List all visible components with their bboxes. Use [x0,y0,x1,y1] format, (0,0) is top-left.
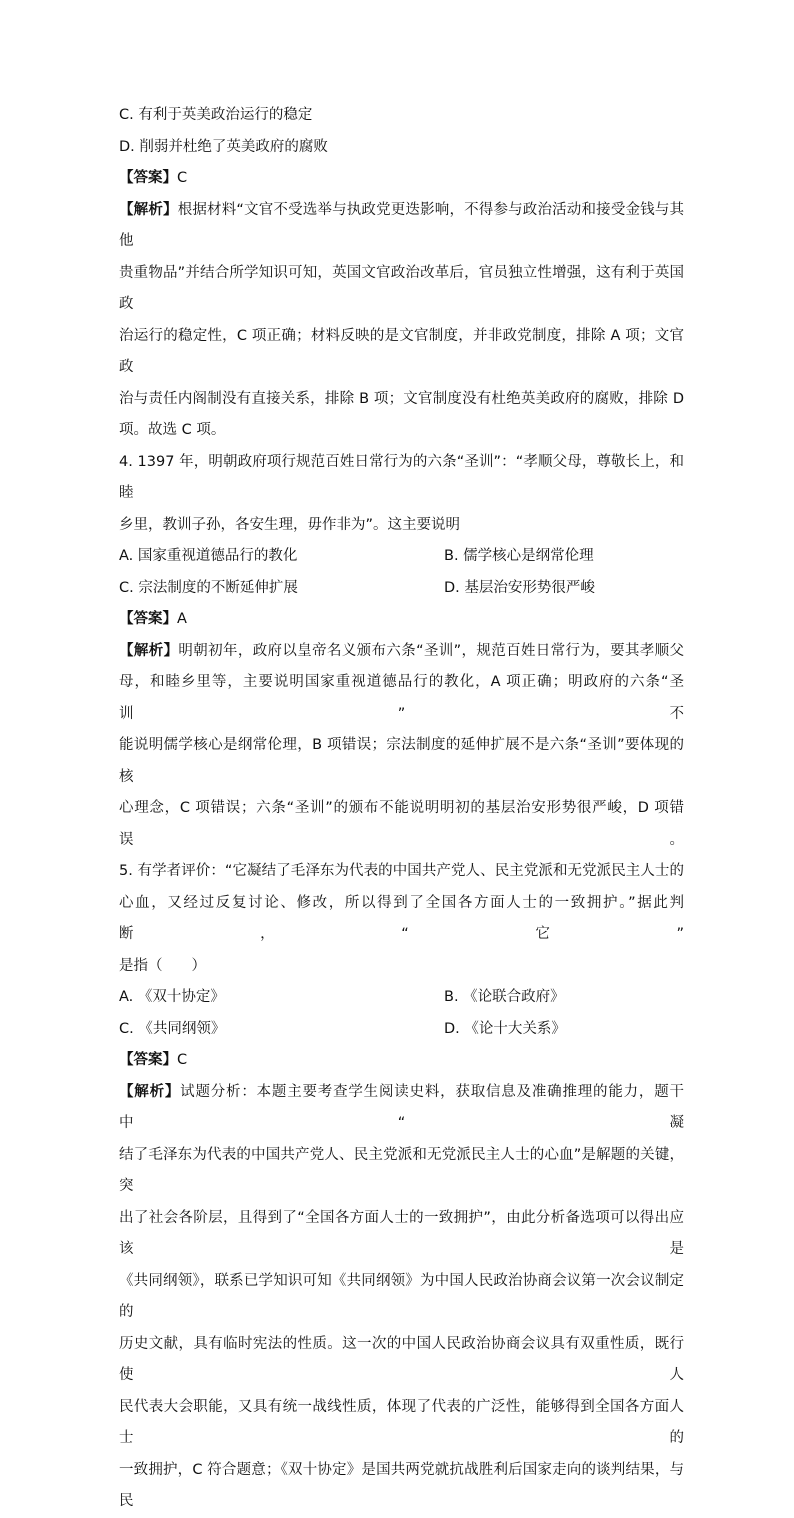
q4-stem-line-1: 4. 1397 年，明朝政府项行规范百姓日常行为的六条“圣训”：“孝顺父母，尊敬长上，和睦 [119,453,684,501]
q5-analysis-line-6: 民代表大会职能，又具有统一战线性质，体现了代表的广泛性，能够得到全国各方面人士的 [119,1398,684,1446]
q4-option-b: B. 儒学核心是纲常伦理 [444,548,594,564]
analysis-label: 【解析】 [119,642,179,659]
answer-label: 【答案】 [119,1052,177,1068]
q4-analysis-line-2: 母，和睦乡里等，主要说明国家重视道德品行的教化，A 项正确；明政府的六条“圣训”不 [119,674,684,722]
q4-answer [119,604,684,636]
q5-analysis-line-3: 出了社会各阶层，且得到了“全国各方面人士的一致拥护”，由此分析备选项可以得出应该是 [119,1209,684,1257]
q3-answer [119,163,684,195]
q4-option-a: A. 国家重视道德品行的教化 [119,548,298,564]
q5-analysis-line-2: 结了毛泽东为代表的中国共产党人、民主党派和无党派民主人士的心血”是解题的关键，突 [119,1146,684,1194]
q5-analysis-line-5: 历史文献，具有临时宪法的性质。这一次的中国人民政治协商会议具有双重性质，既行使人 [119,1335,684,1383]
q3-option-c: C. 有利于英美政治运行的稳定 [119,107,313,123]
q5-options-row-1 [119,982,684,1014]
q3-analysis-line-1: 【解析】根据材料“文官不受选举与执政党更迭影响，不得参与政治活动和接受金钱与其他 [119,201,684,249]
q4-analysis-line-1: 【解析】明朝初年，政府以皇帝名义颁布六条“圣训”，规范百姓日常行为，要其孝顺父 [119,642,684,659]
analysis-label: 【解析】 [119,1083,181,1100]
q5-option-c: C. 《共同纲领》 [119,1020,226,1037]
q4-options-row-2 [119,573,684,605]
q3-analysis-line-2: 贵重物品”并结合所学知识可知，英国文官政治改革后，官员独立性增强，这有利于英国政 [119,264,684,312]
q4-option-c: C. 宗法制度的不断延伸扩展 [119,579,298,596]
q4-stem-line-2: 乡里，教训子孙，各安生理，毋作非为”。这主要说明 [119,516,461,533]
answer-value: C [177,1052,188,1068]
q4-analysis-line-4: 心理念，C 项错误；六条“圣训”的颁布不能说明明初的基层治安形势很严峻，D 项错误。 [119,800,684,848]
q5-stem-line-1: 5. 有学者评价：“它凝结了毛泽东为代表的中国共产党人、民主党派和无党派民主人士的 [119,863,684,879]
q3-analysis-line-5: 项。故选 C 项。 [119,422,226,438]
q4-analysis-line-3: 能说明儒学核心是纲常伦理，B 项错误；宗法制度的延伸扩展不是六条“圣训”要体现的核 [119,737,684,785]
answer-value: A [177,611,187,627]
answer-label: 【答案】 [119,611,177,627]
q5-analysis-line-1: 【解析】试题分析：本题主要考查学生阅读史料，获取信息及准确推理的能力，题干中“凝 [119,1083,685,1131]
q5-options-row-2 [119,1014,684,1046]
q5-answer [119,1045,684,1077]
q3-analysis-line-3: 治运行的稳定性，C 项正确；材料反映的是文官制度，并非政党制度，排除 A 项；文官政 [119,327,684,375]
analysis-label: 【解析】 [119,201,178,218]
q5-option-b: B. 《论联合政府》 [444,989,565,1005]
q4-options-row-1 [119,541,684,573]
q3-analysis-line-4: 治与责任内阁制没有直接关系，排除 B 项；文官制度没有杜绝英美政府的腐败，排除 D [119,390,684,407]
answer-value: C [177,170,188,186]
q5-stem-line-2: 心血，又经过反复讨论、修改，所以得到了全国各方面人士的一致拥护。”据此判断，“它” [119,894,684,942]
question-content [119,100,684,1518]
answer-label: 【答案】 [119,170,177,186]
q5-option-a: A. 《双十协定》 [119,989,225,1005]
q4-option-d: D. 基层治安形势很严峻 [444,579,595,596]
q5-analysis-line-7: 一致拥护，C 符合题意；《双十协定》是国共两党就抗战胜利后国家走向的谈判结果，与民 [119,1461,684,1509]
q3-option-d: D. 削弱并杜绝了英美政府的腐败 [119,138,328,155]
q5-option-d: D. 《论十大关系》 [444,1020,566,1037]
q5-analysis-line-4: 《共同纲领》，联系已学知识可知《共同纲领》为中国人民政治协商会议第一次会议制定的 [119,1272,684,1320]
q5-stem-line-3: 是指（ ） [119,957,206,974]
